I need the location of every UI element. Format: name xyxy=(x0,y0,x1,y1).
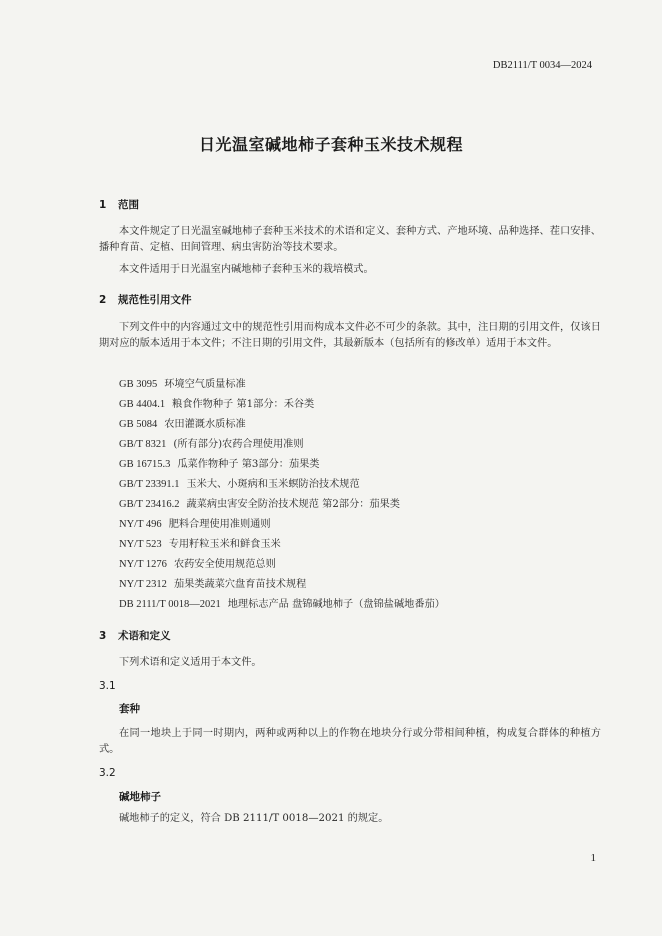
reference-name: 玉米大、小斑病和玉米螟防治技术规范 xyxy=(186,479,360,490)
term-definition: 碱地柿子的定义，符合 DB 2111/T 0018—2021 的规定。 xyxy=(119,813,389,824)
section-title: 范围 xyxy=(118,199,139,211)
reference-code: GB 16715.3 xyxy=(119,459,171,470)
reference-code: GB 4404.1 xyxy=(119,399,166,410)
reference-item xyxy=(119,398,314,412)
reference-code: GB 5084 xyxy=(119,419,158,430)
reference-item xyxy=(119,458,320,472)
scope-paragraph-1: 本文件规定了日光温室碱地柿子套种玉米技术的术语和定义、套种方式、产地环境、品种选择、茬口安排、播种育苗、定植、田间管理、病虫害防治等技术要求。 xyxy=(99,226,601,253)
reference-item xyxy=(119,478,360,492)
reference-name: 瓜菜作物种子 第3部分：茄果类 xyxy=(177,459,320,470)
reference-name: 蔬菜病虫害安全防治技术规范 第2部分：茄果类 xyxy=(186,499,400,510)
term-title: 碱地柿子 xyxy=(119,791,161,803)
reference-name: 地理标志产品 盘锦碱地柿子（盘锦盐碱地番茄） xyxy=(227,599,445,610)
section-title: 术语和定义 xyxy=(118,630,171,642)
standard-code: DB2111/T 0034—2024 xyxy=(492,60,592,71)
reference-name: 茄果类蔬菜穴盘育苗技术规程 xyxy=(173,579,307,590)
reference-code: NY/T 496 xyxy=(119,519,162,530)
section-heading-scope xyxy=(99,197,139,212)
reference-item xyxy=(119,558,276,572)
section-title: 规范性引用文件 xyxy=(118,294,192,306)
reference-code: GB 3095 xyxy=(119,379,158,390)
reference-item xyxy=(119,418,246,432)
section-number: 3 xyxy=(99,630,107,642)
document-title: 日光温室碱地柿子套种玉米技术规程 xyxy=(198,135,463,154)
reference-code: NY/T 523 xyxy=(119,539,162,550)
reference-name: 环境空气质量标准 xyxy=(164,379,246,390)
section-number: 2 xyxy=(99,294,107,306)
reference-code: GB/T 23416.2 xyxy=(119,499,180,510)
section-heading-references xyxy=(99,292,192,307)
reference-name: 农药安全使用规范总则 xyxy=(173,559,276,570)
section-heading-terms xyxy=(99,628,171,643)
reference-code: GB/T 23391.1 xyxy=(119,479,180,490)
page-number: 1 xyxy=(590,852,596,864)
reference-name: 专用籽粒玉米和鲜食玉米 xyxy=(168,539,281,550)
term-definition: 在同一地块上于同一时期内，两种或两种以上的作物在地块分行或分带相间种植，构成复合群体的种植方式。 xyxy=(99,728,601,755)
terms-intro: 下列术语和定义适用于本文件。 xyxy=(119,657,262,668)
reference-item xyxy=(119,598,445,612)
term-number: 3.2 xyxy=(99,767,116,779)
reference-name: 农田灌溉水质标准 xyxy=(164,419,246,430)
reference-item xyxy=(119,538,281,552)
references-intro: 下列文件中的内容通过文中的规范性引用而构成本文件必不可少的条款。其中，注日期的引用文件，仅该日期对应的版本适用于本文件；不注日期的引用文件，其最新版本（包括所有的修改单）适用于本文件。 xyxy=(99,322,601,349)
term-title: 套种 xyxy=(119,703,140,715)
reference-name: (所有部分)农药合理使用准则 xyxy=(173,439,304,450)
reference-name: 肥料合理使用准则通则 xyxy=(168,519,271,530)
reference-item xyxy=(119,578,306,592)
reference-item xyxy=(119,378,246,392)
reference-code: NY/T 1276 xyxy=(119,559,167,570)
reference-name: 粮食作物种子 第1部分：禾谷类 xyxy=(172,399,315,410)
reference-code: DB 2111/T 0018—2021 xyxy=(119,599,221,610)
reference-item xyxy=(119,518,271,532)
reference-code: NY/T 2312 xyxy=(119,579,167,590)
reference-item xyxy=(119,438,304,452)
term-number: 3.1 xyxy=(99,680,116,692)
reference-item xyxy=(119,498,400,512)
section-number: 1 xyxy=(99,199,107,211)
scope-paragraph-2: 本文件适用于日光温室内碱地柿子套种玉米的栽培模式。 xyxy=(119,264,374,275)
reference-code: GB/T 8321 xyxy=(119,439,167,450)
